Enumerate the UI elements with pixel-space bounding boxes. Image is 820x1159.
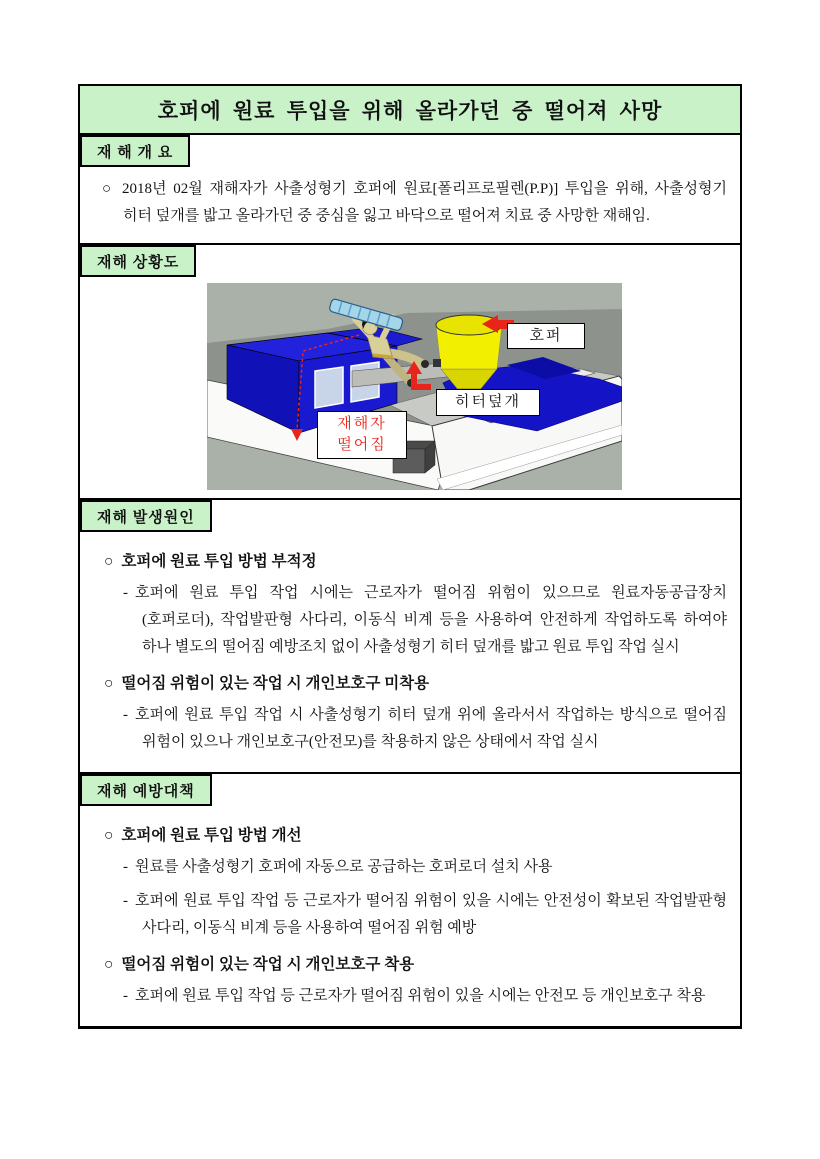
prevention-detail [92,888,727,942]
cause-detail-text: 호퍼에 원료 투입 작업 시에는 근로자가 떨어짐 위험이 있으므로 원료자동공급장치(호퍼로더), 작업발판형 사다리, 이동식 비계 등을 사용하여 안전하게 작업하도록 하여야 하나 별도의 떨어짐 예방조치 없이 사출성형기 히터 덮개를 밟고 원료 투입 작업 실시 [135,585,727,655]
fall-label-line1: 재해자 [337,416,387,432]
section-content-overview [80,167,740,243]
victim-fall-label [317,411,407,459]
cause-detail-text: 호퍼에 원료 투입 작업 시 사출성형기 히터 덮개 위에 올라서서 작업하는 방식으로 떨어짐 위험이 있으나 개인보호구(안전모)를 착용하지 않은 상태에서 작업 실시 [135,707,727,750]
overview-paragraph [92,176,727,230]
dash-bullet: - [123,859,128,875]
dash-bullet: - [123,988,128,1004]
cause-detail [92,702,727,756]
prevention-detail [92,983,727,1010]
section-prevention [80,772,740,1026]
report-table [78,84,742,1029]
hopper-label-text: 호퍼 [529,328,563,344]
section-content-causes [80,532,740,772]
section-tab-overview: 재 해 개 요 [80,135,190,167]
prevention-detail-text: 원료를 사출성형기 호퍼에 자동으로 공급하는 호퍼로더 설치 사용 [135,859,553,875]
accident-diagram [207,283,622,490]
accident-diagram-illustration [207,283,622,490]
circle-bullet: ○ [104,553,114,570]
cause-heading [92,670,727,697]
circle-bullet: ○ [104,827,114,844]
section-diagram [80,243,740,498]
cause-heading [92,548,727,575]
cause-heading-text: 떨어짐 위험이 있는 작업 시 개인보호구 미착용 [121,675,430,692]
section-tab-causes: 재해 발생원인 [80,500,212,532]
prevention-heading-text: 호퍼에 원료 투입 방법 개선 [121,827,302,844]
section-content-prevention [80,806,740,1026]
heater-label-text: 히터덮개 [455,394,521,410]
machine-window [315,367,343,408]
circle-bullet: ○ [102,181,115,197]
cause-heading-text: 호퍼에 원료 투입 방법 부적정 [121,553,317,570]
report-title: 호퍼에 원료 투입을 위해 올라가던 중 떨어져 사망 [80,86,740,135]
section-content-diagram [80,277,740,498]
dash-bullet: - [123,585,128,601]
section-tab-diagram: 재해 상황도 [80,245,196,277]
cause-detail [92,580,727,661]
prevention-heading [92,822,727,849]
circle-bullet: ○ [104,956,114,973]
section-causes [80,498,740,772]
prevention-detail [92,854,727,881]
prevention-heading [92,951,727,978]
circle-bullet: ○ [104,675,114,692]
heater-cover-label [436,389,540,416]
dash-bullet: - [123,893,128,909]
fall-label-line2: 떨어짐 [337,437,387,453]
overview-text: 2018년 02월 재해자가 사출성형기 호퍼에 원료[폴리프로필렌(P.P)] 투입을 위해, 사출성형기 히터 덮개를 밟고 올라가던 중 중심을 잃고 바닥으로 떨어져 치료 중 사망한 재해임. [122,181,728,224]
section-overview [80,135,740,243]
hopper-label [507,323,585,349]
prevention-detail-text: 호퍼에 원료 투입 작업 등 근로자가 떨어짐 위험이 있을 시에는 안전모 등 개인보호구 착용 [135,988,706,1004]
section-tab-prevention: 재해 예방대책 [80,774,212,806]
prevention-detail-text: 호퍼에 원료 투입 작업 등 근로자가 떨어짐 위험이 있을 시에는 안전성이 확보된 작업발판형 사다리, 이동식 비계 등을 사용하여 떨어짐 위험 예방 [135,893,727,936]
prevention-heading-text: 떨어짐 위험이 있는 작업 시 개인보호구 착용 [121,956,415,973]
dash-bullet: - [123,707,128,723]
